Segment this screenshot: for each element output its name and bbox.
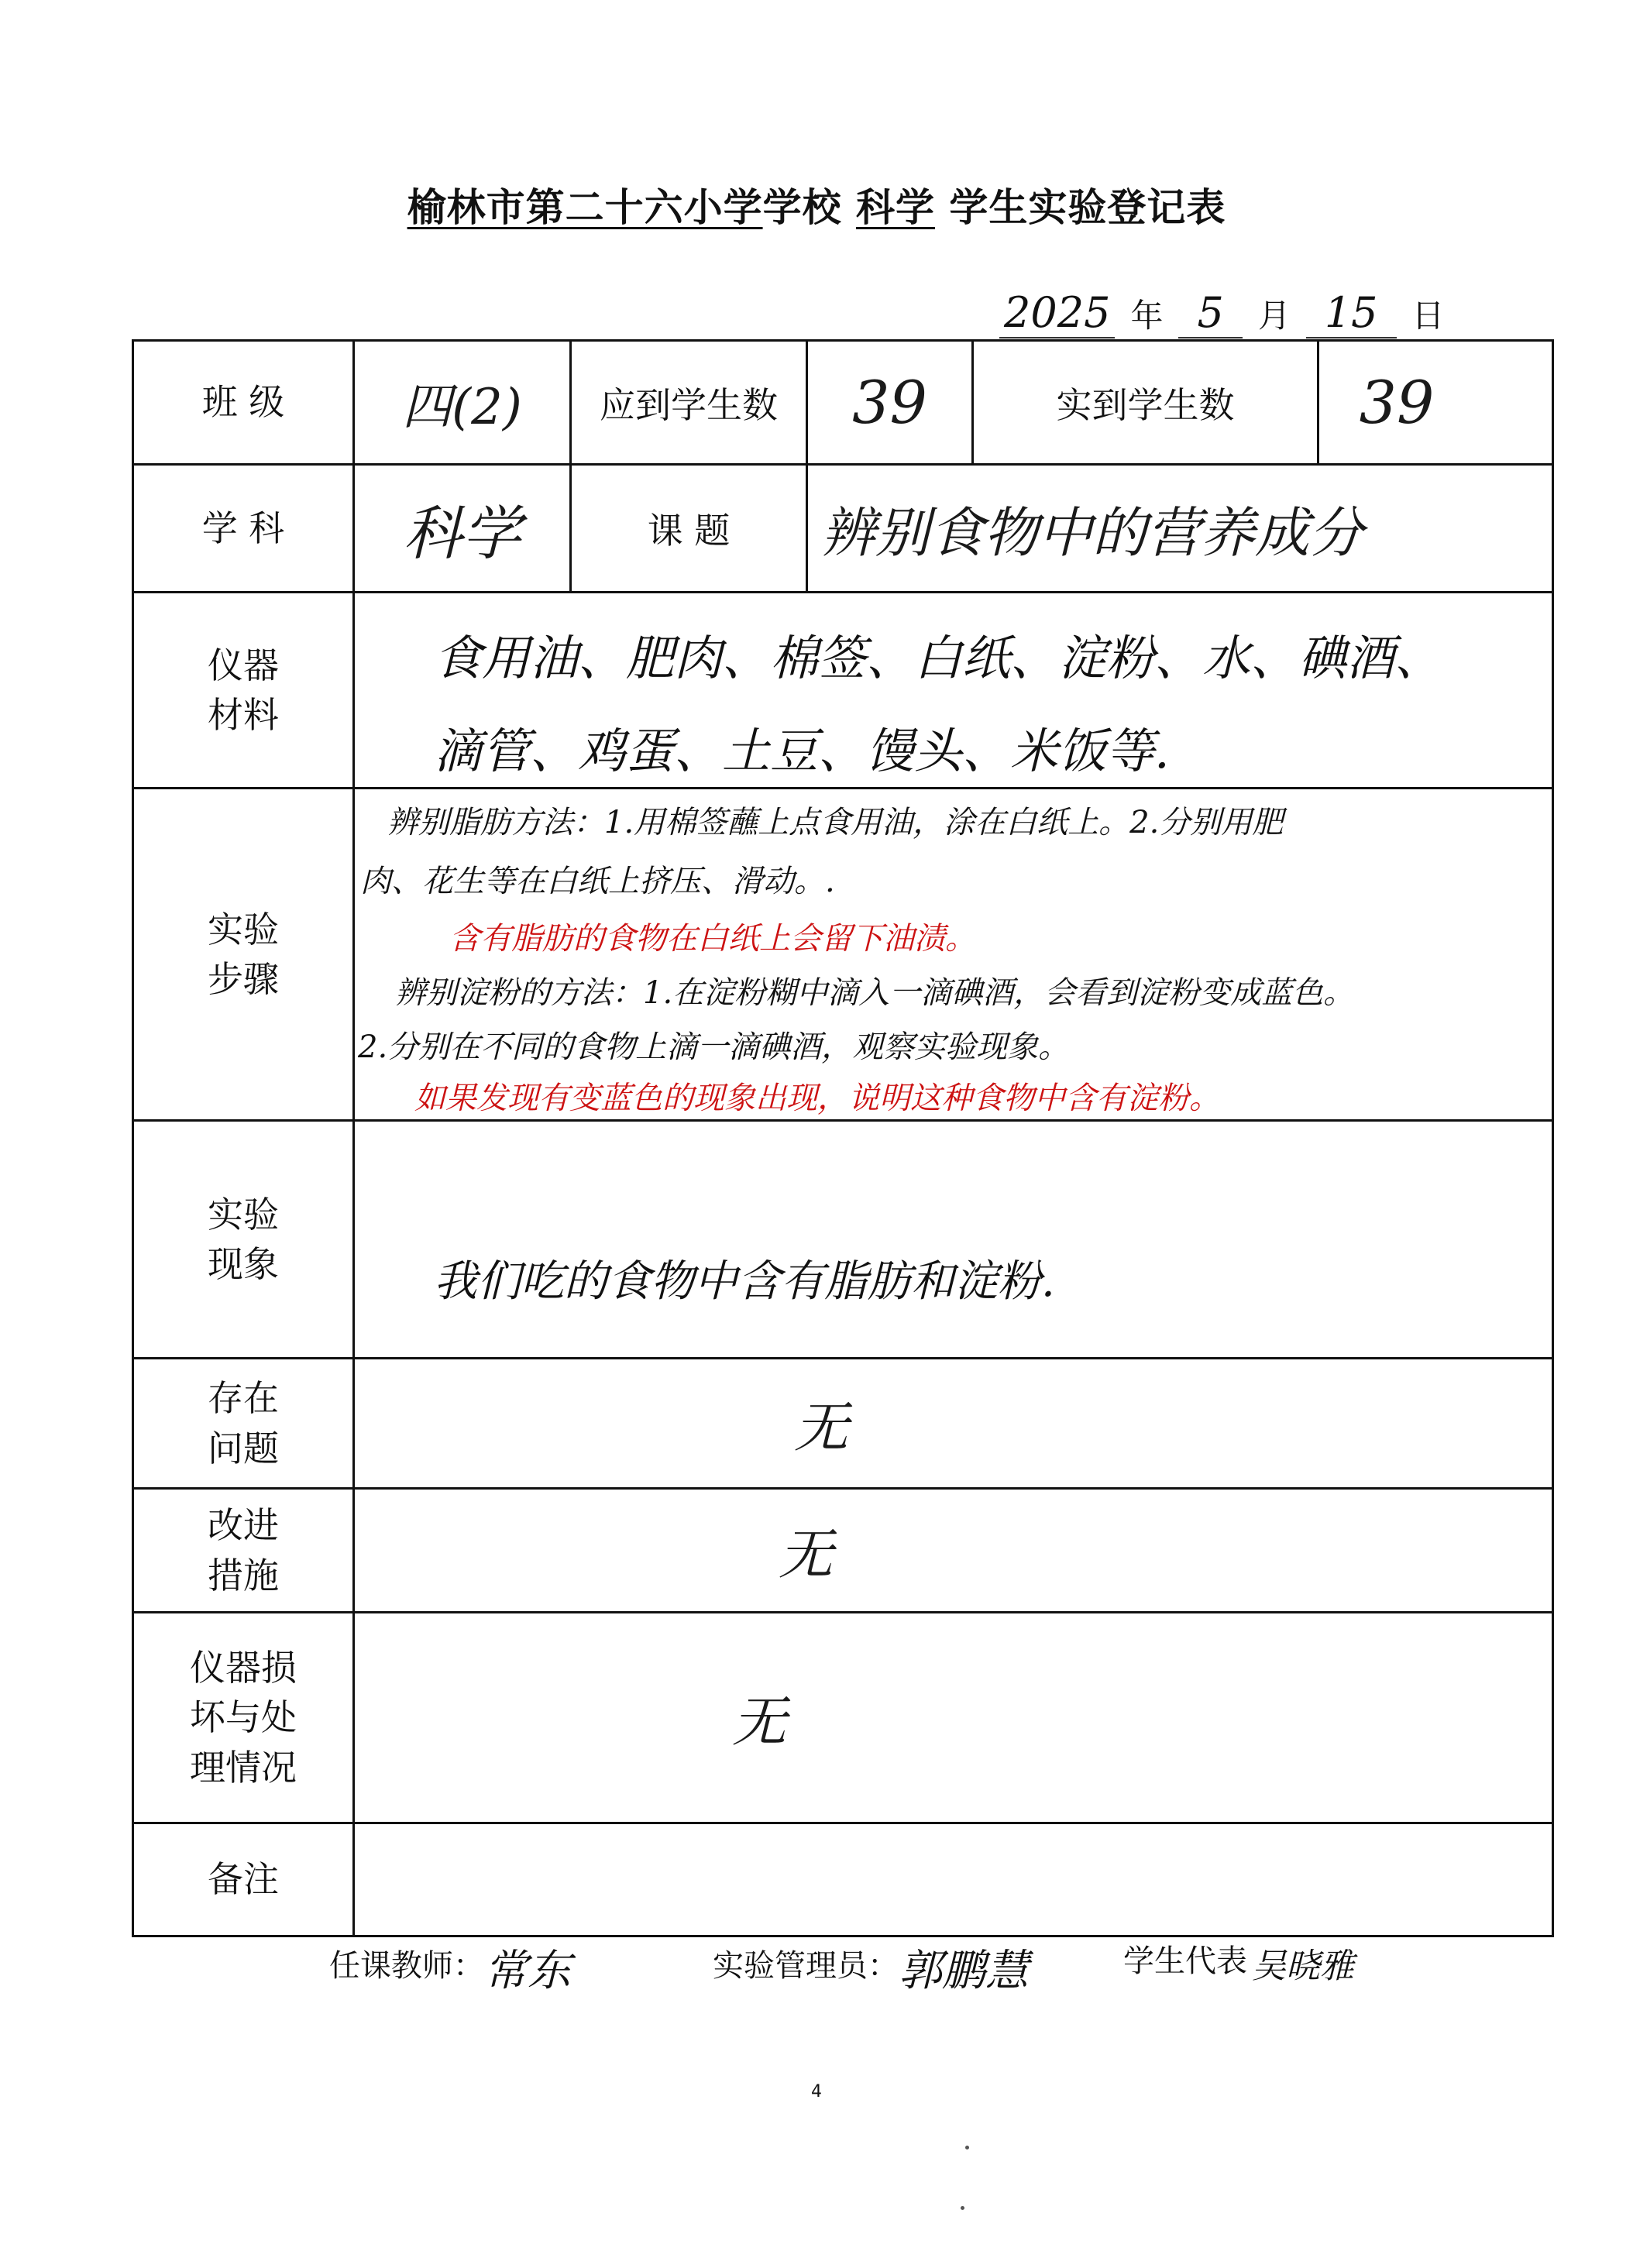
damage-label: 仪器损 坏与处 理情况 <box>190 1646 297 1789</box>
date-day: 15 <box>1306 288 1397 338</box>
class-label: 班 级 <box>201 381 285 424</box>
topic-label: 课 题 <box>647 510 731 552</box>
date-month: 5 <box>1178 288 1242 338</box>
actual-students-value: 39 <box>1359 368 1435 437</box>
title-subject: 科学 <box>856 185 935 230</box>
phenomena-value: 我们吃的食物中含有脂肪和淀粉. <box>434 1256 1055 1307</box>
admin-signature-block <box>713 1936 1029 1998</box>
problems-value: 无 <box>794 1396 848 1459</box>
title-suffix: 学生实验登记表 <box>949 185 1226 230</box>
steps-line-highlight: 含有脂肪的食物在白纸上会留下油渍。 <box>449 921 976 957</box>
teacher-signature-block <box>329 1936 571 1998</box>
topic-value: 辨别食物中的营养成分 <box>821 500 1363 565</box>
steps-line: 辨别脂肪方法：1.用棉签蘸上点食用油，涂在白纸上。2.分别用肥 <box>387 805 1284 840</box>
subject-value: 科学 <box>403 498 521 568</box>
phenomena-label: 实验 现象 <box>208 1193 279 1285</box>
steps-line: 2.分别在不同的食物上滴一滴碘酒，观察实验现象。 <box>358 1029 1070 1065</box>
damage-value: 无 <box>732 1690 786 1754</box>
steps-line-highlight: 如果发现有变蓝色的现象出现，说明这种食物中含有淀粉。 <box>414 1081 1220 1116</box>
materials-line: 食用油、肥肉、棉签、白纸、淀粉、水、碘酒、 <box>434 630 1443 686</box>
steps-line: 辨别淀粉的方法：1.在淀粉糊中滴入一滴碘酒，会看到淀粉变成蓝色。 <box>395 975 1355 1011</box>
date-day-label: 日 <box>1411 297 1445 335</box>
problems-label: 存在 问题 <box>208 1377 279 1469</box>
subject-label: 学 科 <box>201 507 285 549</box>
expected-students-label: 应到学生数 <box>600 383 778 426</box>
teacher-signature: 常东 <box>484 1946 571 1996</box>
teacher-label: 任课教师： <box>329 1948 484 1984</box>
materials-label: 仪器 材料 <box>208 644 279 736</box>
expected-students-value: 39 <box>852 368 927 437</box>
notes-label: 备注 <box>208 1858 279 1901</box>
stray-mark <box>965 2146 969 2149</box>
admin-label: 实验管理员： <box>713 1948 899 1984</box>
improvement-value: 无 <box>779 1523 833 1586</box>
actual-students-label: 实到学生数 <box>1056 383 1235 426</box>
date-year: 2025 <box>999 288 1115 338</box>
page-number: 4 <box>811 2082 822 2101</box>
student-label: 学生代表 <box>1123 1943 1247 1979</box>
date-line <box>999 288 1460 338</box>
title-school: 榆林市第二十六小学 <box>407 185 763 230</box>
steps-line: 肉、花生等在白纸上挤压、滑动。. <box>360 864 835 899</box>
student-signature: 吴晓雅 <box>1252 1947 1354 1986</box>
date-year-label: 年 <box>1130 297 1164 335</box>
improvement-label: 改进 措施 <box>208 1504 279 1596</box>
admin-signature: 郭鹏慧 <box>899 1946 1029 1996</box>
student-signature-block <box>1123 1936 1354 1988</box>
steps-label: 实验 步骤 <box>208 908 279 1000</box>
class-value: 四(2) <box>402 378 522 436</box>
date-month-label: 月 <box>1257 297 1291 335</box>
materials-line: 滴管、鸡蛋、土豆、馒头、米饭等. <box>434 723 1170 779</box>
page-title <box>0 177 1633 232</box>
title-school-suffix: 学校 <box>762 185 842 230</box>
stray-mark <box>961 2206 964 2210</box>
notes-value <box>355 1824 1552 1935</box>
